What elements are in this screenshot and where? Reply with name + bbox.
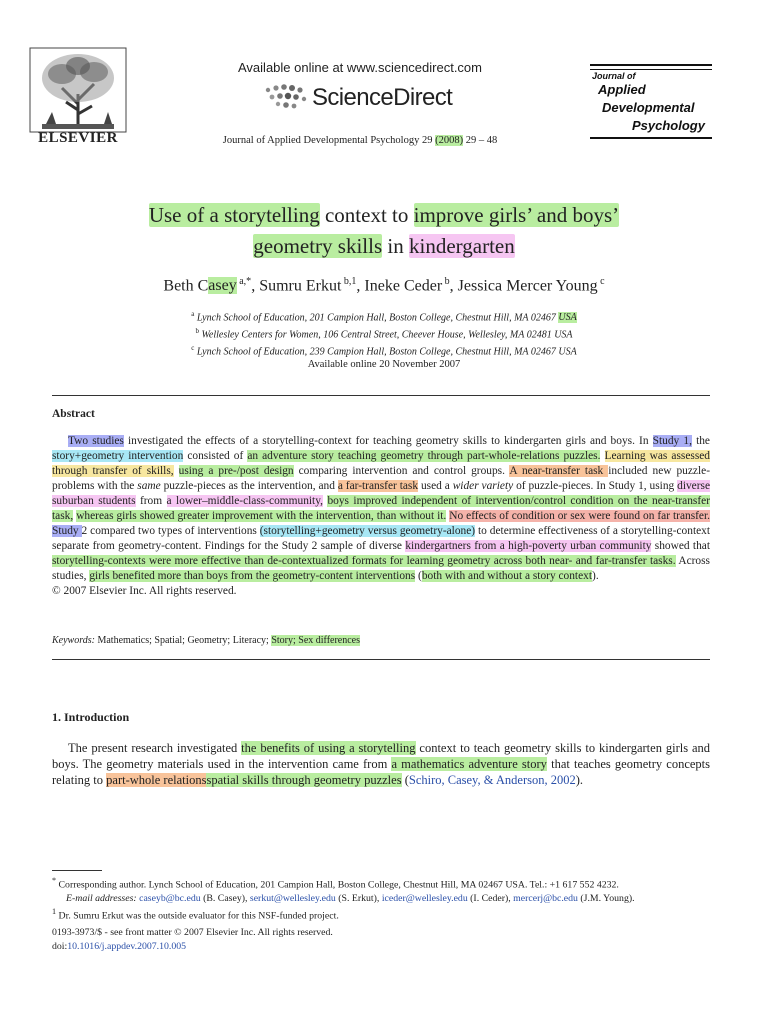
affiliation-b-mark: b [195, 326, 199, 335]
doi-line [52, 940, 333, 954]
email-owner: (B. Casey), [200, 892, 250, 904]
issn-line: 0193-3973/$ - see front matter © 2007 Elsevier Inc. All rights reserved. [52, 927, 333, 938]
footnote-1 [52, 905, 710, 923]
title-part-1: Use of a storytelling [148, 203, 320, 227]
abstract-hl-intervention: story+geometry intervention [52, 450, 184, 462]
abstract-body [52, 434, 710, 599]
journal-citation [180, 135, 540, 146]
abstract-hl-no-effects: No effects of condition or sex were found on far transfer. [449, 510, 710, 522]
available-online-notice: Available online at www.sciencedirect.com [238, 60, 482, 75]
affiliation-a-highlight: USA [558, 312, 577, 324]
abstract-text: used a [418, 480, 453, 492]
footnote-1-text: Dr. Sumru Erkut was the outside evaluator for this NSF-funded project. [56, 910, 339, 922]
citation-link-schiro-2002[interactable]: Schiro, Casey, & Anderson, 2002 [408, 773, 576, 787]
journal-citation-pre: Journal of Applied Developmental Psychology 29 [222, 135, 436, 146]
intro-hl-adventure-story: a mathematics adventure story [391, 757, 547, 771]
intro-text: ( [401, 773, 409, 787]
doi-label: doi: [52, 940, 68, 952]
journal-logo [590, 64, 712, 140]
journal-logo-developmental: Developmental [602, 100, 695, 115]
keywords [52, 635, 710, 646]
abstract-text: Across studies, [52, 555, 710, 582]
affiliation-c [60, 342, 708, 359]
front-matter-info [52, 926, 333, 953]
abstract-hl-study2: Study [52, 525, 82, 537]
introduction-heading: 1. Introduction [52, 710, 130, 724]
introduction-paragraph [52, 740, 710, 788]
abstract-hl-girls-improvement: whereas girls showed greater improvement with the intervention, than without it. [76, 510, 447, 522]
abstract-text: comparing intervention and control groups. [293, 465, 510, 477]
intro-hl-part-whole: part-whole relations [106, 773, 207, 787]
abstract-hl-girls-benefited: girls benefited more than boys from the geometry-content interventions [89, 570, 416, 582]
abstract-text: of puzzle-pieces. In Study 1, using [513, 480, 678, 492]
footnote-1-mark: 1 [52, 907, 57, 917]
email-link-casey[interactable]: caseyb@bc.edu [139, 892, 201, 904]
footnote-rule [52, 870, 102, 871]
title-part-4: geometry skills [253, 234, 383, 258]
abstract-hl-boys-improved: boys improved independent of intervention/control condition on the near-transfer task, [52, 495, 710, 522]
abstract-text: puzzle-pieces as the intervention, and [160, 480, 338, 492]
intro-text: context to teach geometry skills to kindergarten girls and boys. The geometry materials used in the intervention came from [52, 741, 711, 771]
affiliation-c-mark: c [191, 343, 195, 352]
intro-text: ). [575, 773, 584, 787]
abstract-text: investigated the effects of a storytelling-context for teaching geometry skills to kindergarten girls and boys. In [123, 435, 653, 447]
sciencedirect-wordmark: ScienceDirect [312, 84, 453, 111]
author-4: , Jessica Mercer Young [449, 277, 598, 295]
abstract-hl-urban: kindergartners from a high-poverty urban community [405, 540, 652, 552]
email-owner: (I. Ceder), [467, 892, 514, 904]
email-link-erkut[interactable]: serkut@wellesley.edu [249, 892, 336, 904]
author-2-sup: b,1 [341, 276, 357, 287]
email-label: E-mail addresses: [66, 892, 137, 904]
affiliation-a-text: Lynch School of Education, 201 Campion Hall, Boston College, Chestnut Hill, MA 02467 [194, 312, 559, 324]
email-owner: (S. Erkut), [335, 892, 382, 904]
abstract-hl-adventure-story: an adventure story teaching geometry through part-whole-relations puzzles. [247, 450, 601, 462]
title-part-6: kindergarten [409, 234, 515, 258]
journal-logo-psychology: Psychology [632, 118, 705, 133]
elsevier-wordmark: ELSEVIER [38, 130, 118, 146]
intro-text: The present research investigated [68, 741, 242, 755]
intro-hl-spatial-skills: spatial skills through geometry puzzles [206, 773, 402, 787]
abstract-text: showed that [651, 540, 711, 552]
journal-year: (2008) [435, 135, 464, 146]
abstract-hl-two-interventions: (storytelling+geometry versus geometry-alone) [259, 525, 476, 537]
email-owner: (J.M. Young). [577, 892, 635, 904]
abstract-text: 2 compared two types of interventions [81, 525, 260, 537]
affiliation-b [60, 325, 708, 342]
title-part-2: context to [319, 203, 414, 227]
author-3: , Ineke Ceder [356, 277, 443, 295]
abstract-text: the [691, 435, 710, 447]
abstract-text: ( [415, 570, 422, 582]
abstract-text: from [135, 495, 167, 507]
email-link-young[interactable]: mercerj@bc.edu [513, 892, 578, 904]
keywords-plain: Mathematics; Spatial; Geometry; Literacy; [94, 635, 272, 646]
abstract-hl-prepost: using a pre-/post design [178, 465, 294, 477]
intro-hl-benefits: the benefits of using a storytelling [241, 741, 416, 755]
abstract-paragraph [52, 434, 710, 599]
available-date: Available online 20 November 2007 [307, 359, 461, 370]
author-1-highlight: asey [208, 277, 237, 295]
abstract-heading: Abstract [52, 408, 95, 420]
author-list [60, 276, 708, 295]
affiliation-c-text: Lynch School of Education, 239 Campion Hall, Boston College, Chestnut Hill, MA 02467 USA [194, 345, 577, 357]
email-link-ceder[interactable]: iceder@wellesley.edu [381, 892, 468, 904]
abstract-italic-wider-variety: wider variety [452, 480, 514, 492]
abstract-hl-two-studies: Two studies [68, 435, 124, 447]
abstract-italic-same: same [137, 480, 161, 492]
introduction-body [52, 740, 710, 788]
article-title [60, 200, 708, 262]
title-part-5: in [382, 234, 409, 258]
keywords-label: Keywords: [52, 635, 95, 646]
intro-text: that teaches geometry concepts relating to [52, 757, 711, 787]
abstract-copyright: © 2007 Elsevier Inc. All rights reserved. [52, 585, 237, 597]
abstract-hl-community: a lower–middle-class-community, [166, 495, 324, 507]
abstract-hl-storytelling-effective: storytelling-contexts were more effective than de-contextualized formats for learning geometry across both near- and far-transfer tasks. [52, 555, 676, 567]
footnotes [52, 874, 710, 923]
footnote-corresponding-text: Corresponding author. Lynch School of Education, 201 Campion Hall, Boston College, Chestnut Hill, MA 02467 USA. Tel.: +1 617 552 4232. [56, 879, 619, 891]
abstract-hl-suburban: diverse suburban students [52, 480, 711, 507]
journal-logo-journal-of: Journal of [592, 71, 636, 81]
author-1-pre: Beth C [163, 277, 209, 295]
abstract-text: consisted of [183, 450, 248, 462]
affiliation-b-text: Wellesley Centers for Women, 106 Central Street, Cheever House, Wellesley, MA 02481 USA [198, 329, 573, 341]
keywords-highlight: Story; Sex differences [271, 635, 360, 646]
abstract-hl-learning-assessed: Learning was assessed through transfer of skills, [52, 450, 711, 477]
author-2: , Sumru Erkut [251, 277, 342, 295]
abstract-text: ). [592, 570, 599, 582]
author-1-sup: a,* [236, 276, 252, 287]
abstract-text [174, 465, 179, 477]
divider-bottom [52, 659, 710, 660]
journal-logo-applied: Applied [598, 82, 646, 97]
doi-link[interactable]: 10.1016/j.appdev.2007.10.005 [67, 940, 187, 952]
affiliations [60, 308, 708, 358]
abstract-text: included new puzzle-problems with the [52, 465, 710, 492]
footnote-star-mark: * [52, 876, 57, 885]
journal-citation-post: 29 – 48 [463, 135, 498, 146]
abstract-hl-far-transfer: a far-transfer task [337, 480, 419, 492]
abstract-text: to determine effectiveness of a storytelling-context separate from geometry-content. Findings for the Study 2 sample of diverse [52, 525, 711, 552]
sciencedirect-dots-icon [262, 82, 310, 112]
divider-top [52, 395, 710, 396]
title-part-3: improve girls’ and boys’ [413, 203, 620, 227]
abstract-hl-with-without: both with and without a story context [421, 570, 593, 582]
abstract-hl-study1: Study 1, [652, 435, 692, 447]
author-4-sup: c [597, 276, 605, 287]
abstract-text [600, 450, 604, 462]
author-3-sup: b [442, 276, 450, 287]
abstract-hl-near-transfer: A near-transfer task [509, 465, 609, 477]
footnote-corresponding [52, 874, 710, 905]
affiliation-a-mark: a [191, 310, 195, 318]
affiliation-a [60, 308, 708, 325]
